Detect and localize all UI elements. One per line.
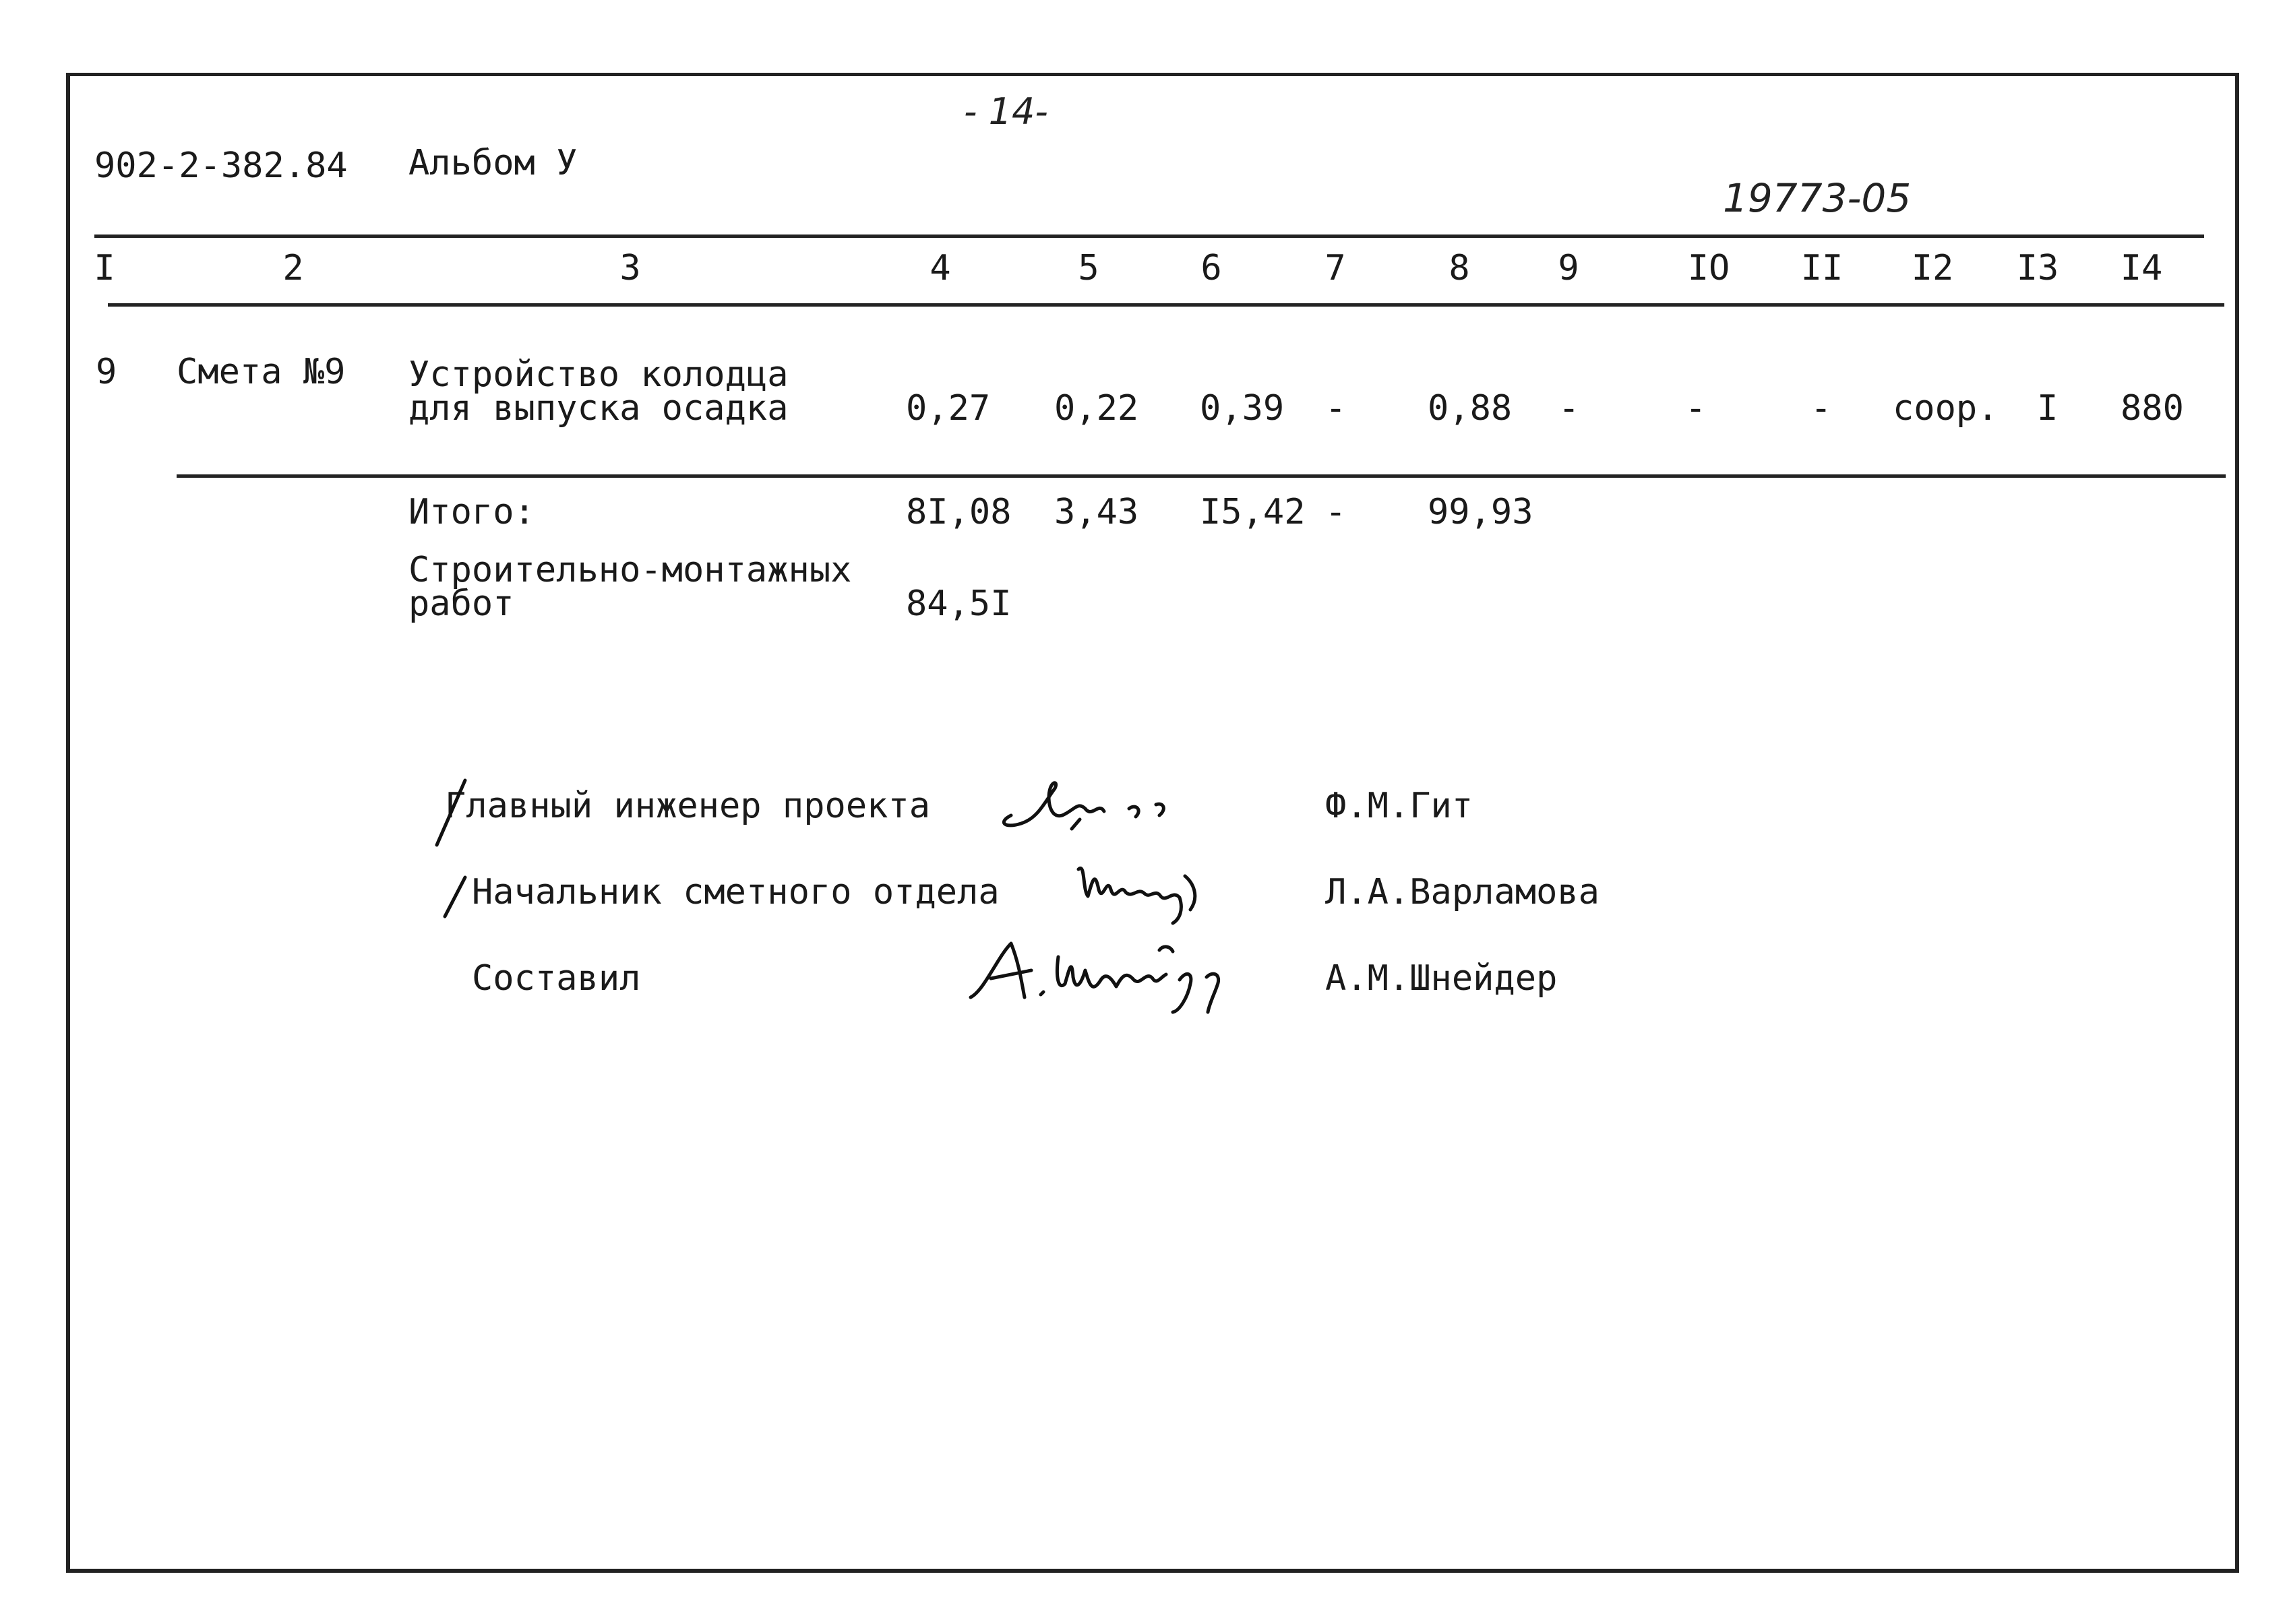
inventory-number: 19773-05 [1723,175,1912,221]
totals-col-4: 8I,08 [906,492,1012,532]
handwritten-signature-compiled-by [957,930,1281,1018]
row-description-line-1: Устройство колодца [408,354,789,395]
totals-col-7: - [1325,492,1347,532]
document-code: 902-2-382.84 [94,146,348,186]
album-label: Альбом У [408,143,578,183]
column-number-7: 7 [1324,248,1346,288]
column-number-1: I [94,248,115,288]
row-col-12: coop. [1893,388,1999,429]
construction-works-label-line-2: работ [408,584,514,624]
totals-col-8: 99,93 [1428,492,1533,532]
column-number-2: 2 [282,248,304,288]
column-number-6: 6 [1200,248,1222,288]
column-number-12: I2 [1911,248,1954,288]
slash-mark-1 [431,775,472,849]
signature-role-estimate-head: Начальник сметного отдела [472,872,1000,912]
column-number-9: 9 [1558,248,1579,288]
totals-col-6: I5,42 [1200,492,1306,532]
row-col-13: I [2037,388,2059,429]
row-col-6: 0,39 [1200,388,1285,429]
row-col-11: - [1810,388,1832,429]
row-description-line-2: для выпуска осадка [408,388,789,429]
signature-role-compiled-by: Составил [472,958,641,999]
header-rule [94,235,2204,238]
totals-col-5: 3,43 [1054,492,1139,532]
row-col-14: 880 [2121,388,2184,429]
row-number: 9 [96,352,117,392]
row-estimate-ref: Смета №9 [177,352,346,392]
handwritten-signature-chief-engineer [991,761,1193,842]
column-number-8: 8 [1449,248,1470,288]
column-number-4: 4 [930,248,951,288]
signature-name-chief-engineer: Ф.М.Гит [1325,786,1473,826]
construction-works-value: 84,5I [906,584,1012,624]
column-number-rule [108,303,2224,307]
row-col-7: - [1325,388,1347,429]
column-number-10: IO [1687,248,1730,288]
row-col-8: 0,88 [1428,388,1513,429]
slash-mark-2 [438,873,472,920]
row-col-10: - [1685,388,1707,429]
column-number-5: 5 [1078,248,1099,288]
column-number-14: I4 [2120,248,2163,288]
row-col-5: 0,22 [1054,388,1139,429]
totals-rule [177,474,2226,478]
row-col-4: 0,27 [906,388,991,429]
column-number-11: II [1800,248,1844,288]
totals-label: Итого: [408,492,535,532]
signature-name-estimate-head: Л.А.Варламова [1325,872,1600,912]
construction-works-label-line-1: Строительно-монтажных [408,550,852,590]
signature-role-chief-engineer: Главный инженер проекта [445,786,931,826]
column-number-13: I3 [2016,248,2059,288]
handwritten-signature-estimate-head [1065,849,1240,937]
page-number: - 14- [964,90,1048,133]
signature-name-compiled-by: А.М.Шнейдер [1325,958,1558,999]
column-number-3: 3 [619,248,641,288]
row-col-9: - [1558,388,1580,429]
